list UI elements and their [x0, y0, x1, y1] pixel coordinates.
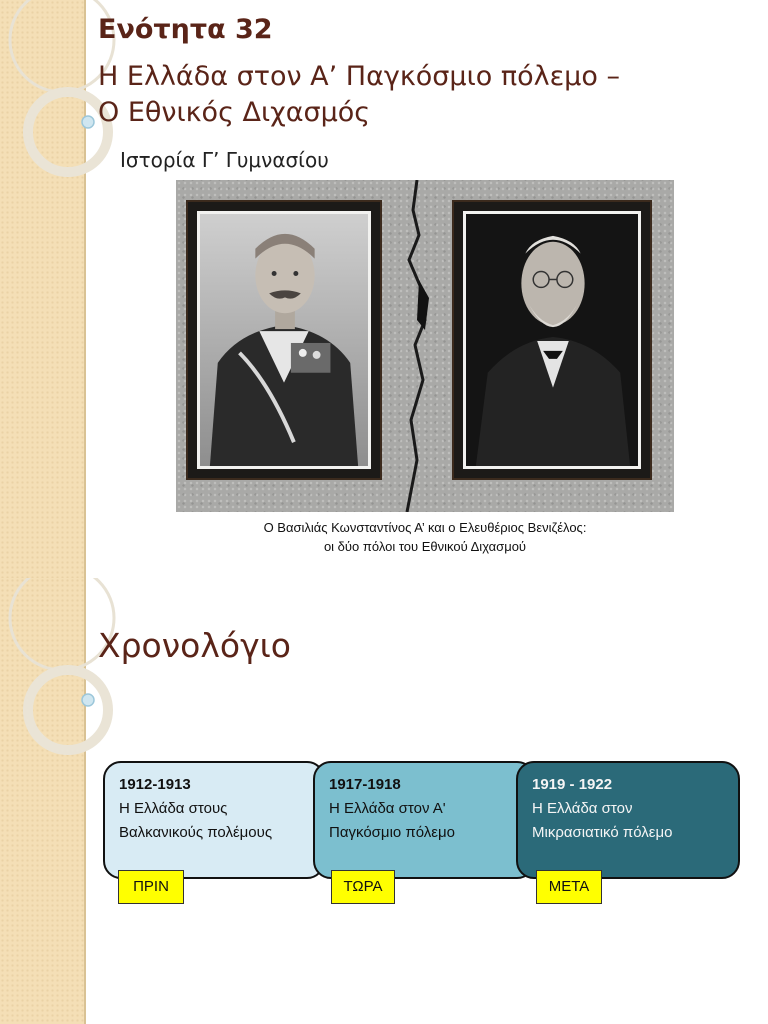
venizelos-portrait [463, 211, 641, 469]
timeline-box-after [516, 761, 740, 879]
timeline-text-line-1: Η Ελλάδα στον Α' [329, 800, 446, 817]
timeline-years: 1917-1918 [329, 776, 401, 793]
badge-after: ΜΕΤΑ [536, 870, 602, 904]
king-constantine-portrait-frame [186, 200, 382, 480]
timeline-heading: Χρονολόγιο [98, 626, 291, 665]
king-constantine-portrait [197, 211, 371, 469]
course-name: Ιστορία Γ’ Γυμνασίου [120, 148, 329, 172]
lesson-subtitle-line-2: Ο Εθνικός Διχασμός [98, 97, 371, 128]
timeline-years: 1912-1913 [119, 776, 191, 793]
timeline-text-line-1: Η Ελλάδα στον [532, 800, 633, 817]
decorative-rings-icon [0, 578, 130, 778]
lesson-subtitle-line-1: Η Ελλάδα στον Α’ Παγκόσμιο πόλεμο – [98, 61, 620, 92]
timeline-text-line-2: Μικρασιατικό πόλεμο [532, 824, 673, 841]
badge-before: ΠΡΙΝ [118, 870, 184, 904]
timeline-text-line-1: Η Ελλάδα στους [119, 800, 228, 817]
slide-2 [0, 578, 768, 1024]
photo-caption-line-2: οι δύο πόλοι του Εθνικού Διχασμού [323, 539, 527, 554]
timeline-box-before [103, 761, 325, 879]
timeline-years: 1919 - 1922 [532, 776, 613, 793]
photo-caption-line-1: Ο Βασιλιάς Κωνσταντίνος Α’ και ο Ελευθέριος Βενιζέλος: [263, 520, 587, 535]
wall-crack-icon [395, 180, 445, 512]
badge-now: ΤΩΡΑ [331, 870, 395, 904]
timeline-text-line-2: Βαλκανικούς πολέμους [119, 824, 273, 841]
lesson-title: Ενότητα 32 [98, 14, 273, 45]
timeline-text-line-2: Παγκόσμιο πόλεμο [329, 824, 455, 841]
venizelos-portrait-frame [452, 200, 652, 480]
timeline-box-now [313, 761, 535, 879]
